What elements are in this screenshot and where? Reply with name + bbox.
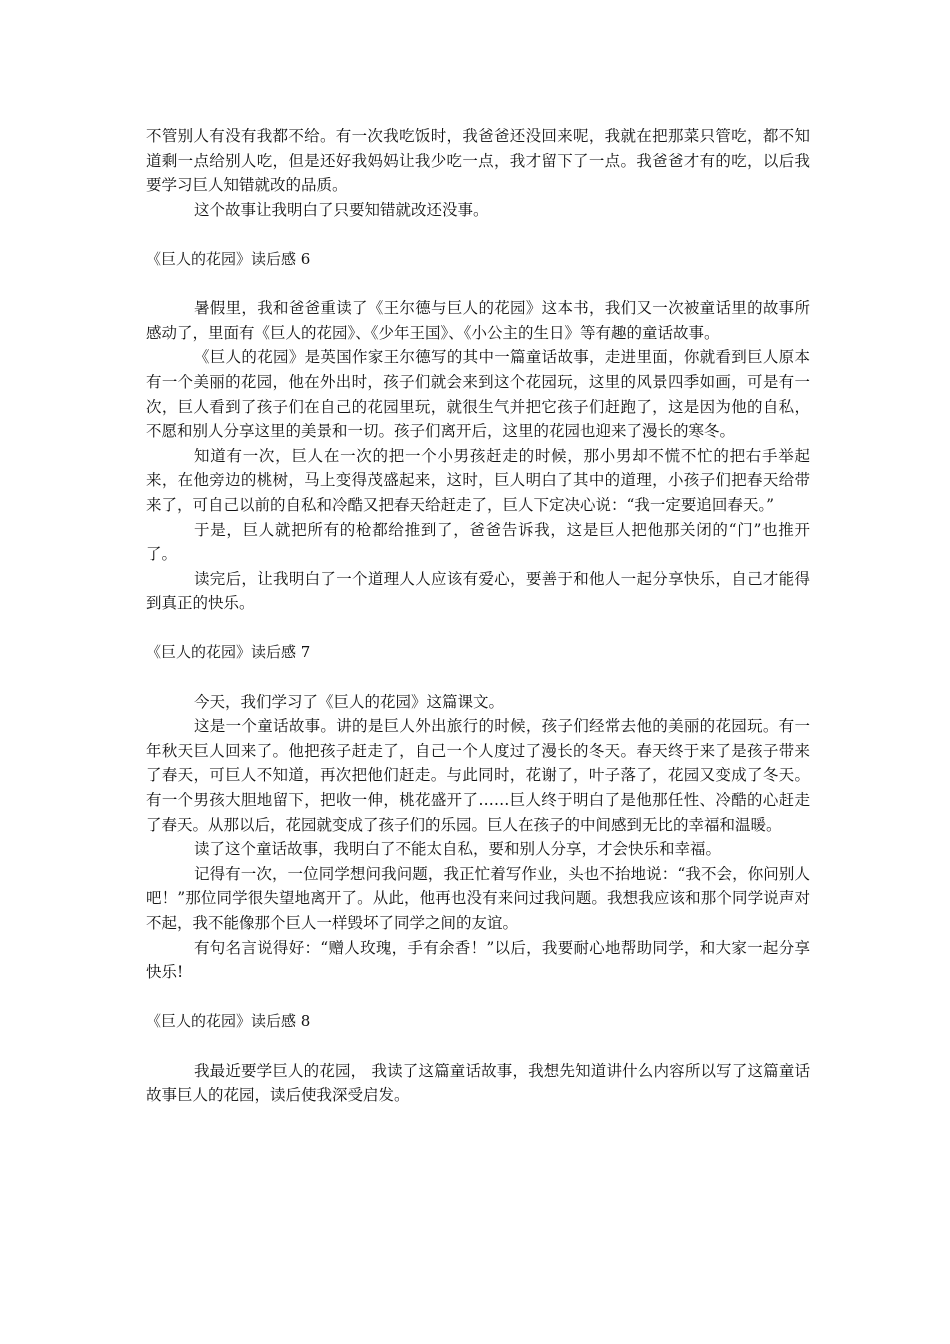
spacer [146, 222, 810, 247]
paragraph: 记得有一次，一位同学想问我问题，我正忙着写作业，头也不抬地说：“我不会，你问别人吧！”那位同学很失望地离开了。从此，他再也没有来问过我问题。我想我应该和那个同学说声对不起，我不能像那个巨人一样毁坏了同学之间的友谊。 [146, 864, 810, 932]
paragraph: 知道有一次，巨人在一次的把一个小男孩赶走的时候，那小男却不慌不忙的把右手举起来，在他旁边的桃树，马上变得茂盛起来，这时，巨人明白了其中的道理，小孩子们把春天给带来了，可自己以前的自私和冷酷又把春天给赶走了，巨人下定决心说：“我一定要追回春天。” [146, 446, 810, 514]
section-essay-7 [146, 640, 810, 984]
paragraph: 今天，我们学习了《巨人的花园》这篇课文。 [194, 692, 505, 711]
spacer [146, 272, 810, 297]
spacer [146, 1034, 810, 1059]
paragraph: 有句名言说得好：“赠人玫瑰，手有余香！”以后，我要耐心地帮助同学，和大家一起分享快乐! [146, 938, 810, 982]
section-continuation [146, 124, 810, 222]
paragraph: 读了这个童话故事，我明白了不能太自私，要和别人分享，才会快乐和幸福。 [194, 840, 722, 859]
section-heading: 《巨人的花园》读后感 6 [146, 249, 311, 268]
paragraph: 这个故事让我明白了只要知错就改还没事。 [194, 200, 489, 219]
section-heading: 《巨人的花园》读后感 7 [146, 643, 311, 662]
paragraph: 这是一个童话故事。讲的是巨人外出旅行的时候，孩子们经常去他的美丽的花园玩。有一年秋天巨人回来了。他把孩子赶走了，自己一个人度过了漫长的冬天。春天终于来了是孩子带来了春天，可巨人不知道，再次把他们赶走。与此同时，花谢了，叶子落了，花园又变成了冬天。有一个男孩大胆地留下，把收一伸，桃花盛开了……巨人终于明白了是他那任性、冷酷的心赶走了春天。从那以后，花园就变成了孩子们的乐园。巨人在孩子的中间感到无比的幸福和温暖。 [146, 717, 810, 834]
paragraph: 《巨人的花园》是英国作家王尔德写的其中一篇童话故事，走进里面，你就看到巨人原本有一个美丽的花园，他在外出时，孩子们就会来到这个花园玩，这里的风景四季如画，可是有一次，巨人看到了孩子们在自己的花园里玩，就很生气并把它孩子们赶跑了，这是因为他的自私，不愿和别人分享这里的美景和一切。孩子们离开后，这里的花园也迎来了漫长的寒冬。 [146, 348, 810, 441]
document-page [146, 124, 810, 1108]
paragraph: 我最近要学巨人的花园， 我读了这篇童话故事，我想先知道讲什么内容所以写了这篇童话故事巨人的花园，读后使我深受启发。 [146, 1061, 810, 1105]
paragraph: 不管别人有没有我都不给。有一次我吃饭时，我爸爸还没回来呢，我就在把那菜只管吃，都不知道剩一点给别人吃，但是还好我妈妈让我少吃一点，我才留下了一点。我爸爸才有的吃，以后我要学习巨人知错就改的品质。 [146, 127, 810, 195]
section-essay-6 [146, 247, 810, 616]
spacer [146, 616, 810, 641]
spacer [146, 665, 810, 690]
spacer [146, 985, 810, 1010]
paragraph: 于是，巨人就把所有的枪都给推到了，爸爸告诉我，这是巨人把他那关闭的“门”也推开了。 [146, 520, 810, 564]
paragraph: 暑假里，我和爸爸重读了《王尔德与巨人的花园》这本书，我们又一次被童话里的故事所感动了，里面有《巨人的花园》、《少年王国》、《小公主的生日》等有趣的童话故事。 [146, 299, 810, 342]
section-essay-8 [146, 1009, 810, 1107]
paragraph: 读完后，让我明白了一个道理人人应该有爱心，要善于和他人一起分享快乐，自己才能得到真正的快乐。 [146, 569, 810, 613]
section-heading: 《巨人的花园》读后感 8 [146, 1012, 311, 1031]
